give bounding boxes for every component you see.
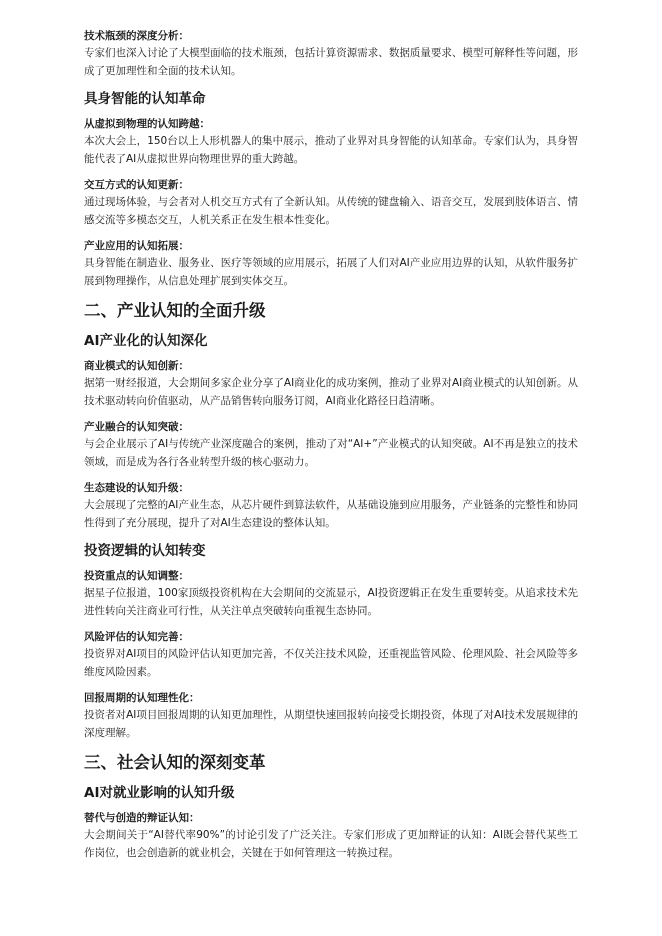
topic-body: 与会企业展示了AI与传统产业深度融合的案例，推动了对“AI+”产业模式的认知突破。AI不再是独立的技术领域，而是成为各行各业转型升级的核心驱动力。 (84, 438, 578, 468)
topic-block (84, 480, 578, 532)
topic-title: 产业应用的认知拓展： (84, 240, 189, 252)
topic-block (84, 568, 578, 620)
topic-block (84, 28, 578, 80)
topic-block (84, 419, 578, 471)
topic-title: 风险评估的认知完善： (84, 631, 189, 643)
topic-body: 通过现场体验，与会者对人机交互方式有了全新认知。从传统的键盘输入、语音交互，发展到肢体语言、情感交流等多模态交互，人机关系正在发生根本性变化。 (84, 196, 578, 226)
sub-heading: 投资逻辑的认知转变 (84, 543, 206, 559)
topic-body: 投资界对AI项目的风险评估认知更加完善，不仅关注技术风险，还重视监管风险、伦理风险、社会风险等多维度风险因素。 (84, 648, 578, 678)
document-content (84, 28, 578, 862)
sub-heading: AI产业化的认知深化 (84, 333, 208, 349)
topic-body: 大会期间关于“AI替代率90%”的讨论引发了广泛关注。专家们形成了更加辩证的认知：AI既会替代某些工作岗位，也会创造新的就业机会，关键在于如何管理这一转换过程。 (84, 829, 578, 859)
topic-body: 具身智能在制造业、服务业、医疗等领域的应用展示，拓展了人们对AI产业应用边界的认知，从软件服务扩展到物理操作，从信息处理扩展到实体交互。 (84, 257, 578, 287)
topic-block (84, 690, 578, 742)
section-heading: 三、社会认知的深刻变革 (84, 753, 266, 772)
topic-title: 交互方式的认知更新： (84, 179, 189, 191)
topic-block (84, 238, 578, 290)
topic-body: 本次大会上，150台以上人形机器人的集中展示，推动了业界对具身智能的认知革命。专家们认为，具身智能代表了AI从虚拟世界向物理世界的重大跨越。 (84, 135, 578, 165)
topic-title: 替代与创造的辩证认知： (84, 812, 200, 824)
topic-body: 大会展现了完整的AI产业生态，从芯片硬件到算法软件，从基础设施到应用服务，产业链条的完整性和协同性得到了充分展现，提升了对AI生态建设的整体认知。 (84, 499, 578, 529)
topic-title: 回报周期的认知理性化： (84, 692, 200, 704)
topic-block (84, 629, 578, 681)
topic-title: 从虚拟到物理的认知跨越： (84, 118, 210, 130)
sub-heading: 具身智能的认知革命 (84, 91, 206, 107)
topic-title: 商业模式的认知创新： (84, 360, 189, 372)
topic-block (84, 116, 578, 168)
topic-title: 产业融合的认知突破： (84, 421, 189, 433)
topic-body: 据星子位报道，100家顶级投资机构在大会期间的交流显示，AI投资逻辑正在发生重要转变。从追求技术先进性转向关注商业可行性，从关注单点突破转向重视生态协同。 (84, 587, 578, 617)
topic-body: 投资者对AI项目回报周期的认知更加理性，从期望快速回报转向接受长期投资，体现了对AI技术发展规律的深度理解。 (84, 709, 578, 739)
topic-title: 投资重点的认知调整： (84, 570, 189, 582)
sub-heading: AI对就业影响的认知升级 (84, 785, 235, 801)
topic-block (84, 177, 578, 229)
topic-title: 技术瓶颈的深度分析： (84, 30, 189, 42)
section-heading: 二、产业认知的全面升级 (84, 301, 266, 320)
topic-body: 专家们也深入讨论了大模型面临的技术瓶颈，包括计算资源需求、数据质量要求、模型可解释性等问题，形成了更加理性和全面的技术认知。 (84, 47, 578, 77)
topic-block (84, 358, 578, 410)
topic-block (84, 810, 578, 862)
topic-title: 生态建设的认知升级： (84, 482, 189, 494)
topic-body: 据第一财经报道，大会期间多家企业分享了AI商业化的成功案例，推动了业界对AI商业模式的认知创新。从技术驱动转向价值驱动，从产品销售转向服务订阅，AI商业化路径日趋清晰。 (84, 377, 578, 407)
